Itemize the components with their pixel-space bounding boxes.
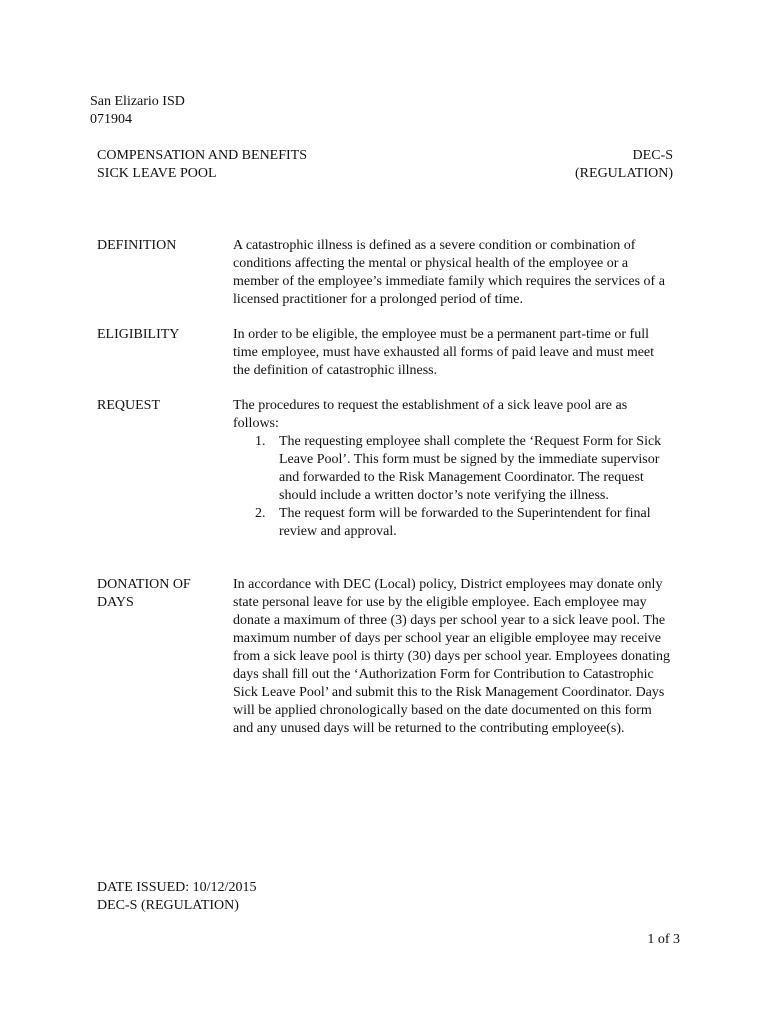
- policy-code-block: [480, 147, 673, 183]
- policy-code: DEC-S: [632, 148, 673, 163]
- section-label-request: [97, 397, 227, 415]
- section-label-definition: [97, 237, 227, 255]
- policy-title: SICK LEAVE POOL: [97, 166, 217, 181]
- section-label-text: DAYS: [97, 595, 134, 610]
- step-number: 1.: [255, 434, 266, 449]
- district-block: [90, 93, 390, 129]
- section-label-text: REQUEST: [97, 398, 160, 413]
- section-label-text: DEFINITION: [97, 238, 177, 253]
- donation-text: In accordance with DEC (Local) policy, District employees may donate only state personal leave for use by the eligible employee. Each employee may donate a maximum of three (3) days per school year to a sick leave pool. The maximum number of days per school year an eligible employee may receive from a sick leave pool is thirty (30) days per school year. Employees donating days shall fill out the ‘Authorization Form for Contribution to Catastrophic Sick Leave Pool’ and submit this to the Risk Management Coordinator. Days will be applied chronologically based on the date documented on this form and any unused days will be returned to the contributing employee(s).: [233, 577, 671, 736]
- section-body-request: [233, 397, 673, 541]
- page-number: 1 of 3: [647, 932, 680, 947]
- section-label-text: ELIGIBILITY: [97, 327, 180, 342]
- section-body-donation: [233, 576, 673, 738]
- section-body-definition: [233, 237, 673, 309]
- step-text: The request form will be forwarded to the Superintendent for final review and approval.: [279, 506, 651, 539]
- request-intro: The procedures to request the establishment of a sick leave pool are as follows:: [233, 398, 628, 431]
- section-body-eligibility: [233, 326, 673, 380]
- section-label-donation: [97, 576, 227, 612]
- footer-policy-code: DEC-S (REGULATION): [97, 898, 239, 913]
- step-number: 2.: [255, 506, 266, 521]
- district-code: 071904: [90, 112, 132, 127]
- definition-text: A catastrophic illness is defined as a severe condition or combination of conditions affecting the mental or physical health of the employee or a member of the employee’s immediate family which requires the services of a licensed practitioner for a prolonged period of time.: [233, 238, 665, 307]
- policy-title-block: [97, 147, 457, 183]
- footer-block: [97, 879, 397, 915]
- district-name: San Elizario ISD: [90, 94, 185, 109]
- policy-code-type: (REGULATION): [575, 166, 673, 181]
- section-label-text: DONATION OF: [97, 577, 191, 592]
- request-step: [233, 433, 673, 505]
- request-steps: [233, 433, 673, 541]
- eligibility-text: In order to be eligible, the employee must be a permanent part-time or full time employee, must have exhausted all forms of paid leave and must meet the definition of catastrophic illness.: [233, 327, 655, 378]
- step-text: The requesting employee shall complete the ‘Request Form for Sick Leave Pool’. This form must be signed by the immediate supervisor and forwarded to the Risk Management Coordinator. The request should include a written doctor’s note verifying the illness.: [279, 434, 662, 503]
- section-label-eligibility: [97, 326, 227, 344]
- policy-category: COMPENSATION AND BENEFITS: [97, 148, 308, 163]
- date-issued: DATE ISSUED: 10/12/2015: [97, 880, 257, 895]
- request-step: [233, 505, 673, 541]
